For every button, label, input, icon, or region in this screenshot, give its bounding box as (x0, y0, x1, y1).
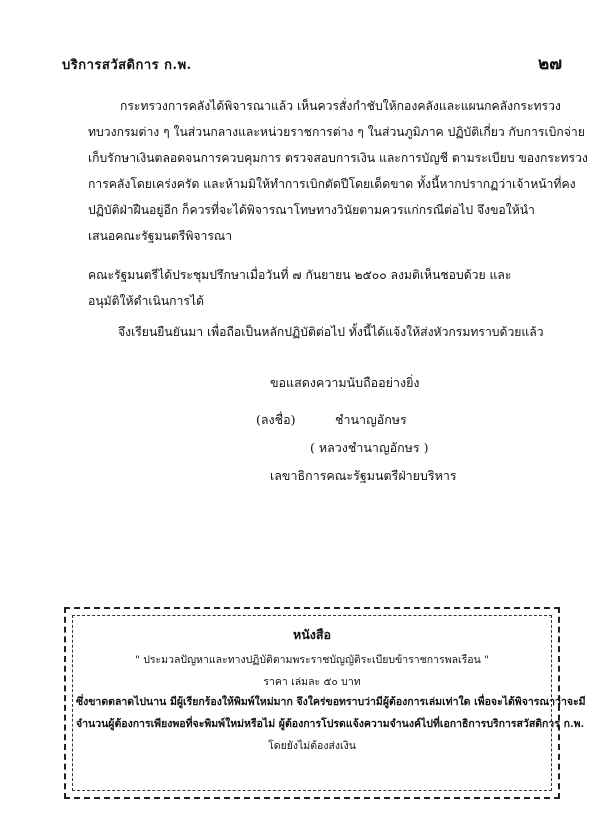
closing-salutation: ขอแสดงความนับถืออย่างยิ่ง (270, 375, 420, 390)
notice-price: ราคา เล่มละ ๕๐ บาท (263, 676, 361, 688)
paragraph-1-line: ปฏิบัติฝ่าฝืนอยู่อีก ก็ควรที่จะได้พิจารณาโทษทางวินัยตามควรแก่กรณีต่อไป จึงขอให้นำ (88, 203, 535, 217)
paragraph-2-line: คณะรัฐมนตรีได้ประชุมปรึกษาเมื่อวันที่ ๗ กันยายน ๒๕๐๐ ลงมติเห็นชอบด้วย และ (88, 268, 512, 282)
paragraph-2-line: อนุมัติให้ดำเนินการได้ (88, 294, 204, 308)
notice-line-3: โดยยังไม่ต้องส่งเงิน (268, 740, 356, 752)
notice-box (64, 607, 586, 799)
notice-book-title: " ประมวลปัญหาและทางปฏิบัติตามพระราชบัญญัติระเบียบข้าราชการพลเรือน " (135, 654, 489, 666)
printed-name: ( หลวงชำนาญอักษร ) (310, 440, 429, 455)
running-header: บริการสวัสดิการ ก.พ. (62, 58, 192, 73)
signature-name: ชำนาญอักษร (335, 412, 407, 427)
paragraph-1-line: เก็บรักษาเงินตลอดจนการควบคุมการ ตรวจสอบการเงิน และการบัญชี ตามระเบียบ ของกระทรวง (88, 151, 588, 165)
signed-prefix: (ลงชื่อ) (256, 412, 296, 427)
paragraph-1-line: เสนอคณะรัฐมนตรีพิจารณา (88, 229, 233, 243)
paragraph-1-line: การคลังโดยเคร่งครัด และห้ามมิให้ทำการเบิกตัดปีโดยเด็ดขาด ทั้งนี้หากปรากฏว่าเจ้าหน้าที่คง (88, 177, 576, 191)
notice-line-1: ซึ่งขาดตลาดไปนาน มีผู้เรียกร้องให้พิมพ์ใหม่มาก จึงใคร่ขอทราบว่ามีผู้ต้องการเล่มเท่าใด เพื่อจะได้พิจารณาว่าจะมี (76, 696, 586, 708)
notice-title: หนังสือ (292, 627, 332, 642)
paragraph-1-line: กระทรวงการคลังได้พิจารณาแล้ว เห็นควรสั่งกำชับให้กองคลังและแผนกคลังกระทรวง (120, 99, 561, 113)
notice-line-2: จำนวนผู้ต้องการเพียงพอที่จะพิมพ์ใหม่หรือไม่ ผู้ต้องการโปรดแจ้งความจำนงค์ไปที่เอกาธิการบริการสวัสดิการ ก.พ. (76, 718, 585, 730)
paragraph-3: จึงเรียนยืนยันมา เพื่อถือเป็นหลักปฏิบัติต่อไป ทั้งนี้ได้แจ้งให้ส่งหัวกรมทราบด้วยแล้ว (118, 325, 544, 339)
paragraph-1-line: ทบวงกรมต่าง ๆ ในส่วนกลางและหน่วยราชการต่าง ๆ ในส่วนภูมิภาค ปฏิบัติเกี่ยว กับการเบิกจ่าย (88, 125, 585, 139)
signatory-title: เลขาธิการคณะรัฐมนตรีฝ่ายบริหาร (270, 468, 457, 483)
page-number: ๒๗ (538, 54, 562, 74)
